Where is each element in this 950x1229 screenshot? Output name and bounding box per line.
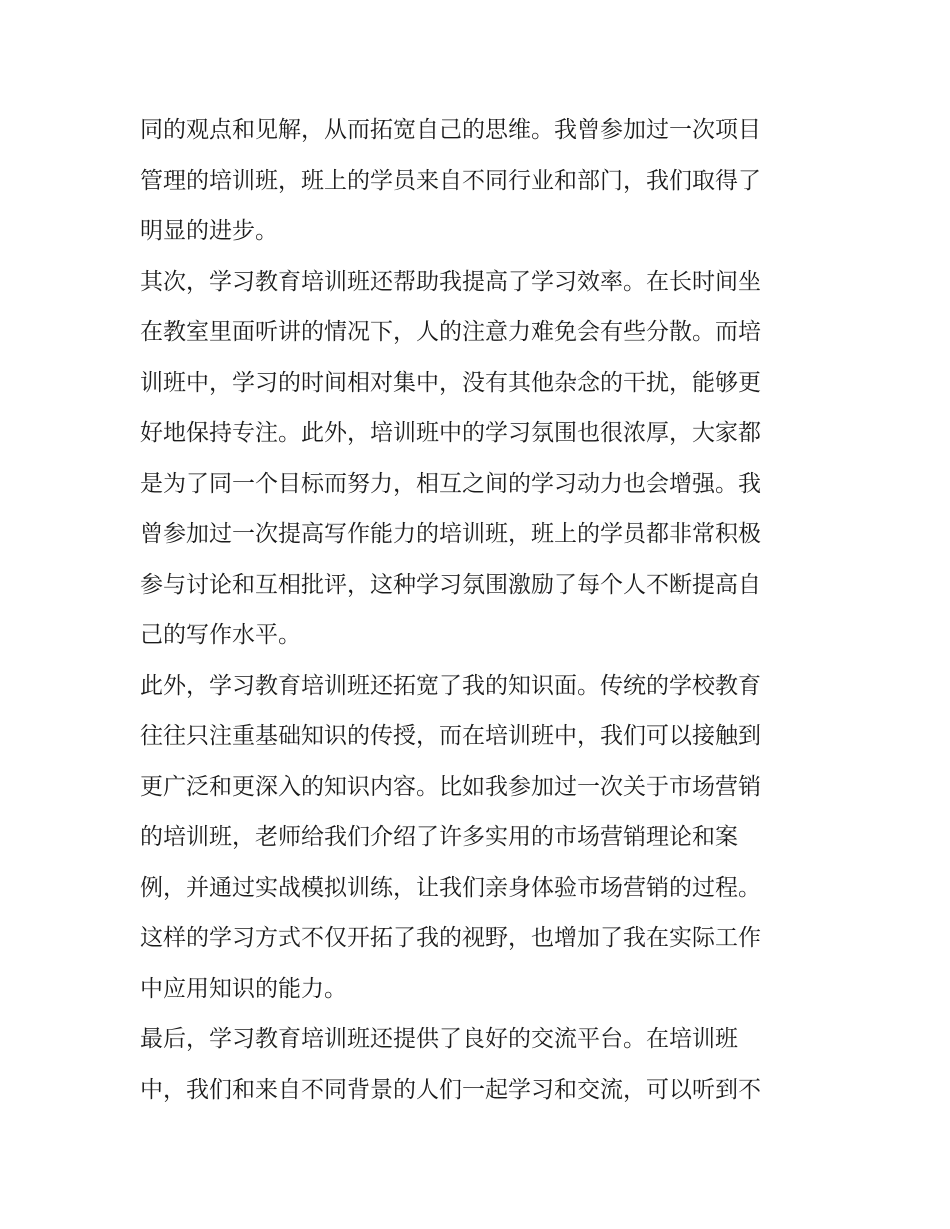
text-line: 往往只注重基础知识的传授，而在培训班中，我们可以接触到 xyxy=(140,723,761,749)
text-line: 曾参加过一次提高写作能力的培训班，班上的学员都非常积极 xyxy=(140,521,761,547)
text-line: 是为了同一个目标而努力，相互之间的学习动力也会增强。我 xyxy=(140,470,761,497)
text-line: 管理的培训班，班上的学员来自不同行业和部门，我们取得了 xyxy=(140,167,761,194)
text-line: 中，我们和来自不同背景的人们一起学习和交流，可以听到不 xyxy=(140,1076,761,1103)
text-line: 其次，学习教育培训班还帮助我提高了学习效率。在长时间坐 xyxy=(140,268,761,295)
text-line: 中应用知识的能力。 xyxy=(140,975,347,1002)
text-line: 这样的学习方式不仅开拓了我的视野，也增加了我在实际工作 xyxy=(140,925,761,951)
body-text xyxy=(140,105,815,1115)
text-line: 参与讨论和互相批评，这种学习氛围激励了每个人不断提高自 xyxy=(140,571,761,598)
text-line: 训班中，学习的时间相对集中，没有其他杂念的干扰，能够更 xyxy=(140,369,761,396)
text-line: 明显的进步。 xyxy=(140,218,278,244)
text-line: 己的写作水平。 xyxy=(140,622,301,648)
text-line: 的培训班，老师给我们介绍了许多实用的市场营销理论和案 xyxy=(140,824,738,850)
text-line: 最后，学习教育培训班还提供了良好的交流平台。在培训班 xyxy=(140,1026,738,1052)
text-line: 此外，学习教育培训班还拓宽了我的知识面。传统的学校教育 xyxy=(140,672,761,699)
text-line: 好地保持专注。此外，培训班中的学习氛围也很浓厚，大家都 xyxy=(140,420,761,446)
text-line: 例，并通过实战模拟训练，让我们亲身体验市场营销的过程。 xyxy=(140,874,761,901)
text-line: 同的观点和见解，从而拓宽自己的思维。我曾参加过一次项目 xyxy=(140,117,761,143)
text-line: 更广泛和更深入的知识内容。比如我参加过一次关于市场营销 xyxy=(140,773,761,800)
text-line: 在教室里面听讲的情况下，人的注意力难免会有些分散。而培 xyxy=(140,319,761,345)
